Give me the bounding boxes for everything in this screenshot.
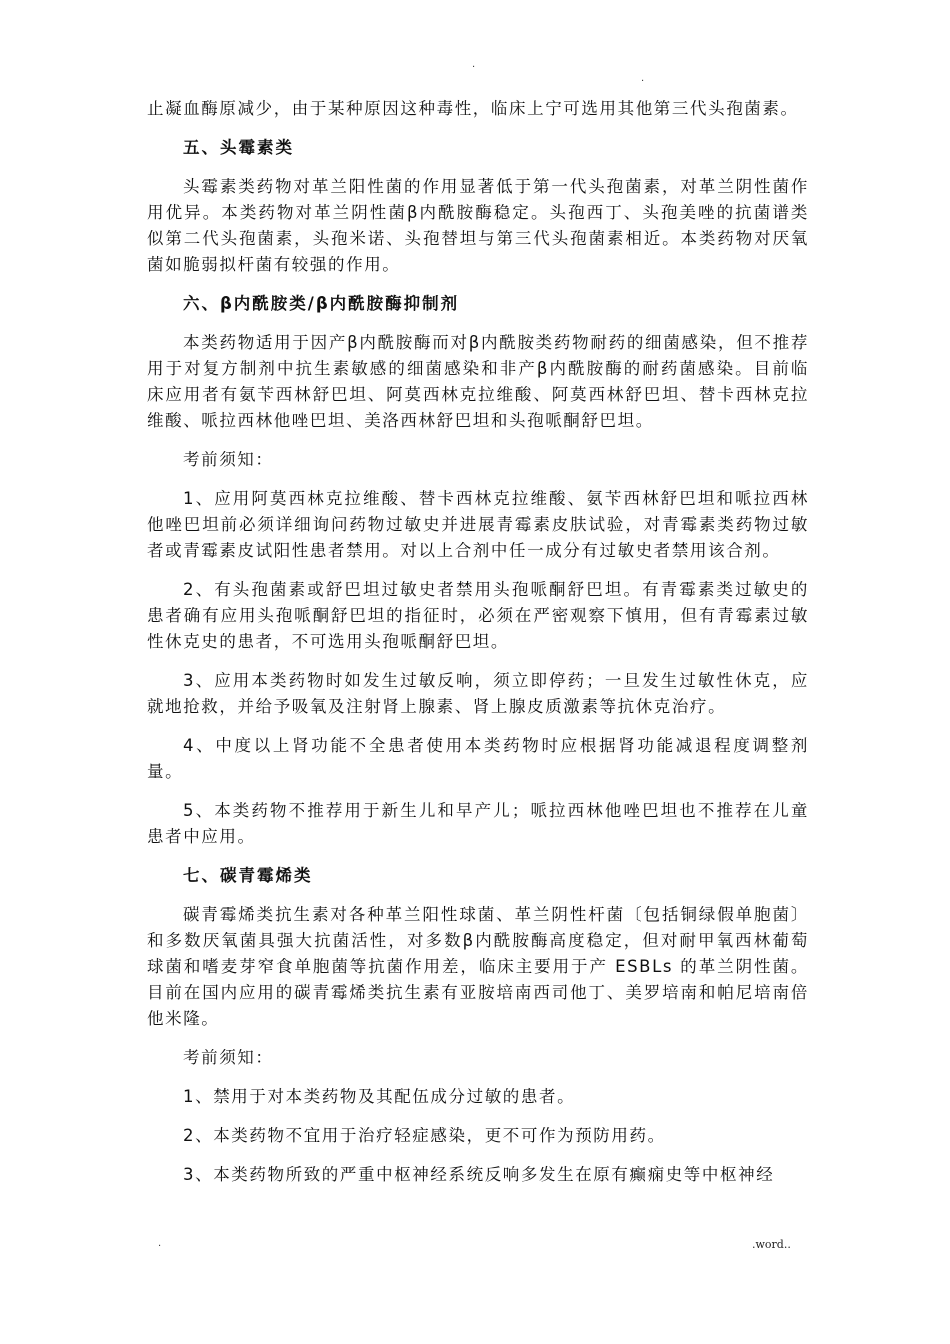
notes-label: 考前须知： [183, 450, 274, 469]
paragraph-beta-lactamase-inhibitors: 本类药物适用于因产β内酰胺酶而对β内酰胺类药物耐药的细菌感染，但不推荐用于对复方制剂中抗生素敏感的细菌感染和非产β内酰胺酶的耐药菌感染。目前临床应用者有氨苄西林舒巴坦、阿莫西林克拉维酸、阿莫西林舒巴坦、替卡西林克拉维酸、哌拉西林他唑巴坦、美洛西林舒巴坦和头孢哌酮舒巴坦。 [147, 333, 809, 430]
note-item: 5、本类药物不推荐用于新生儿和早产儿；哌拉西林他唑巴坦也不推荐在儿童患者中应用。 [147, 801, 809, 846]
header-dot-right: . [641, 73, 645, 84]
paragraph-cephamycins: 头霉素类药物对革兰阳性菌的作用显著低于第一代头孢菌素，对革兰阴性菌作用优异。本类药物对革兰阴性菌β内酰胺酶稳定。头孢西丁、头孢美唑的抗菌谱类似第二代头孢菌素，头孢米诺、头孢替坦与第三代头孢菌素相近。本类药物对厌氧菌如脆弱拟杆菌有较强的作用。 [147, 177, 809, 274]
document-body [147, 96, 809, 1201]
paragraph-continuation: 止凝血酶原减少，由于某种原因这种毒性，临床上宁可选用其他第三代头孢菌素。 [147, 99, 799, 118]
section-heading-cephamycins: 五、头霉素类 [183, 138, 294, 157]
note-item: 1、应用阿莫西林克拉维酸、替卡西林克拉维酸、氨苄西林舒巴坦和哌拉西林他唑巴坦前必须详细询问药物过敏史并进展青霉素皮肤试验，对青霉素类药物过敏者或青霉素皮试阳性患者禁用。对以上合剂中任一成分有过敏史者禁用该合剂。 [147, 489, 809, 560]
paragraph-carbapenems: 碳青霉烯类抗生素对各种革兰阳性球菌、革兰阴性杆菌〔包括铜绿假单胞菌〕和多数厌氧菌具强大抗菌活性，对多数β内酰胺酶高度稳定，但对耐甲氧西林葡萄球菌和嗜麦芽窄食单胞菌等抗菌作用差，临床主要用于产 ESBLs 的革兰阴性菌。目前在国内应用的碳青霉烯类抗生素有亚胺培南西司他丁、美罗培南和帕尼培南倍他米隆。 [147, 905, 809, 1028]
note-item: 2、有头孢菌素或舒巴坦过敏史者禁用头孢哌酮舒巴坦。有青霉素类过敏史的患者确有应用头孢哌酮舒巴坦的指征时，必须在严密观察下慎用，但有青霉素过敏性休克史的患者，不可选用头孢哌酮舒巴坦。 [147, 580, 809, 651]
note-item: 2、本类药物不宜用于治疗轻症感染，更不可作为预防用药。 [183, 1126, 666, 1145]
footer-dot: . [158, 1238, 162, 1249]
note-item: 3、应用本类药物时如发生过敏反响，须立即停药；一旦发生过敏性休克，应就地抢救，并给予吸氧及注射肾上腺素、肾上腺皮质激素等抗休克治疗。 [147, 671, 809, 716]
notes-label: 考前须知： [183, 1048, 274, 1067]
section-heading-carbapenems: 七、碳青霉烯类 [183, 866, 313, 885]
header-dot-center: . [472, 59, 476, 70]
note-item: 1、禁用于对本类药物及其配伍成分过敏的患者。 [183, 1087, 576, 1106]
footer-word-mark: .word.. [752, 1238, 791, 1251]
note-item: 3、本类药物所致的严重中枢神经系统反响多发生在原有癫痫史等中枢神经 [183, 1165, 775, 1184]
note-item: 4、中度以上肾功能不全患者使用本类药物时应根据肾功能减退程度调整剂量。 [147, 736, 809, 781]
section-heading-beta-lactamase-inhibitors: 六、β内酰胺类/β内酰胺酶抑制剂 [183, 294, 460, 313]
